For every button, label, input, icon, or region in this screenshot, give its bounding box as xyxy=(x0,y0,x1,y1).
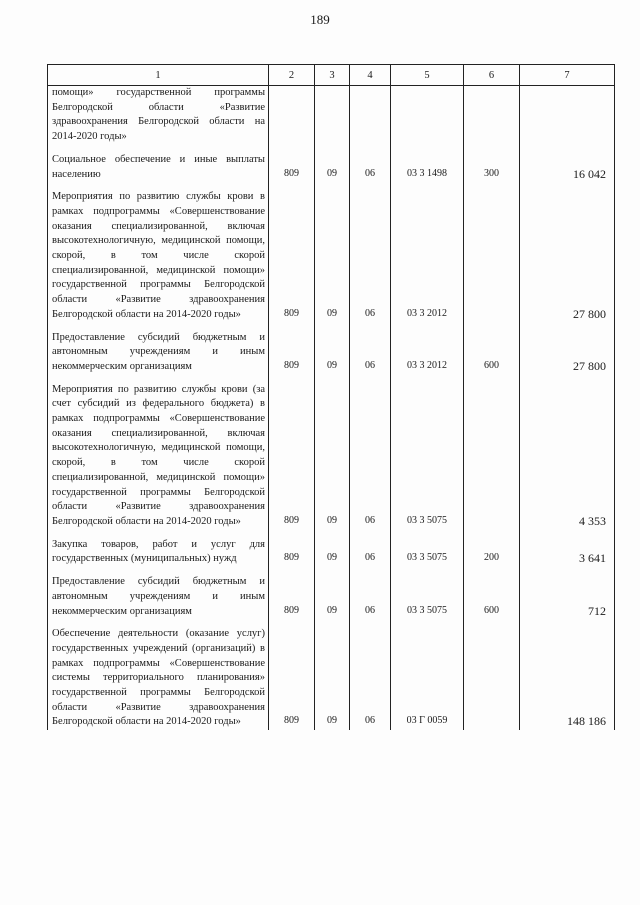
col-header-5: 5 xyxy=(391,65,464,86)
expense-type-code xyxy=(464,86,520,145)
section-code: 09 xyxy=(315,153,350,182)
row-description: Обеспечение деятельности (оказание услуг) государственных учреждений (организаций) в рамках подпрограммы «Совершенствование системы территориального планирования» государственной программы Белгородской области «Развитие здравоохранения Белгородской области на 2014-2020 годы» xyxy=(48,627,269,730)
ministry-code: 809 xyxy=(269,383,315,530)
table-row xyxy=(48,86,615,145)
ministry-code: 809 xyxy=(269,627,315,730)
subsection-code: 06 xyxy=(350,331,391,375)
target-article-code: 03 Г 0059 xyxy=(391,627,464,730)
row-description: Социальное обеспечение и иные выплаты населению xyxy=(48,153,269,182)
section-code: 09 xyxy=(315,538,350,567)
target-article-code: 03 3 5075 xyxy=(391,538,464,567)
table-row xyxy=(48,627,615,730)
section-code: 09 xyxy=(315,190,350,322)
expense-type-code xyxy=(464,383,520,530)
budget-table xyxy=(47,64,615,730)
target-article-code: 03 3 1498 xyxy=(391,153,464,182)
row-description: помощи» государственной программы Белгородской области «Развитие здравоохранения Белгородской области на 2014-2020 годы» xyxy=(48,86,269,145)
amount: 16 042 xyxy=(520,153,615,182)
ministry-code: 809 xyxy=(269,538,315,567)
row-description: Мероприятия по развитию службы крови в рамках подпрограммы «Совершенствование оказания специализированной, включая высокотехнологичную, медицинской помощи, скорой, в том числе скорой специализированной, медицинской помощи» государственной программы Белгородской области «Развитие здравоохранения Белгородской области на 2014-2020 годы» xyxy=(48,190,269,322)
amount xyxy=(520,86,615,145)
section-code: 09 xyxy=(315,331,350,375)
col-header-7: 7 xyxy=(520,65,615,86)
table-row xyxy=(48,153,615,182)
row-description: Мероприятия по развитию службы крови (за счет субсидий из федерального бюджета) в рамках подпрограммы «Совершенствование оказания специализированной, включая высокотехнологичную, медицинской помощи, скорой, в том числе скорой специализированной, медицинской помощи» государственной программы Белгородской области «Развитие здравоохранения Белгородской области на 2014-2020 годы» xyxy=(48,383,269,530)
expense-type-code: 600 xyxy=(464,575,520,619)
target-article-code xyxy=(391,86,464,145)
subsection-code: 06 xyxy=(350,383,391,530)
target-article-code: 03 3 5075 xyxy=(391,383,464,530)
row-description: Предоставление субсидий бюджетным и автономным учреждениям и иным некоммерческим организациям xyxy=(48,575,269,619)
amount: 4 353 xyxy=(520,383,615,530)
amount: 3 641 xyxy=(520,538,615,567)
table-row xyxy=(48,538,615,567)
page-number: 189 xyxy=(310,12,330,27)
ministry-code: 809 xyxy=(269,575,315,619)
col-header-2: 2 xyxy=(269,65,315,86)
expense-type-code: 200 xyxy=(464,538,520,567)
expense-type-code: 600 xyxy=(464,331,520,375)
header-row xyxy=(48,65,615,86)
col-header-6: 6 xyxy=(464,65,520,86)
col-header-1: 1 xyxy=(48,65,269,86)
expense-type-code xyxy=(464,190,520,322)
section-code: 09 xyxy=(315,383,350,530)
section-code xyxy=(315,86,350,145)
section-code: 09 xyxy=(315,627,350,730)
subsection-code: 06 xyxy=(350,190,391,322)
col-header-4: 4 xyxy=(350,65,391,86)
target-article-code: 03 3 2012 xyxy=(391,331,464,375)
ministry-code: 809 xyxy=(269,190,315,322)
target-article-code: 03 3 5075 xyxy=(391,575,464,619)
amount: 712 xyxy=(520,575,615,619)
amount: 148 186 xyxy=(520,627,615,730)
ministry-code: 809 xyxy=(269,331,315,375)
subsection-code xyxy=(350,86,391,145)
target-article-code: 03 3 2012 xyxy=(391,190,464,322)
subsection-code: 06 xyxy=(350,538,391,567)
table-row xyxy=(48,190,615,322)
amount: 27 800 xyxy=(520,331,615,375)
expense-type-code: 300 xyxy=(464,153,520,182)
table-row xyxy=(48,383,615,530)
section-code: 09 xyxy=(315,575,350,619)
table-row xyxy=(48,575,615,619)
table-row xyxy=(48,331,615,375)
row-description: Закупка товаров, работ и услуг для государственных (муниципальных) нужд xyxy=(48,538,269,567)
amount: 27 800 xyxy=(520,190,615,322)
subsection-code: 06 xyxy=(350,627,391,730)
subsection-code: 06 xyxy=(350,153,391,182)
ministry-code: 809 xyxy=(269,153,315,182)
row-description: Предоставление субсидий бюджетным и автономным учреждениям и иным некоммерческим организациям xyxy=(48,331,269,375)
expense-type-code xyxy=(464,627,520,730)
ministry-code xyxy=(269,86,315,145)
subsection-code: 06 xyxy=(350,575,391,619)
col-header-3: 3 xyxy=(315,65,350,86)
